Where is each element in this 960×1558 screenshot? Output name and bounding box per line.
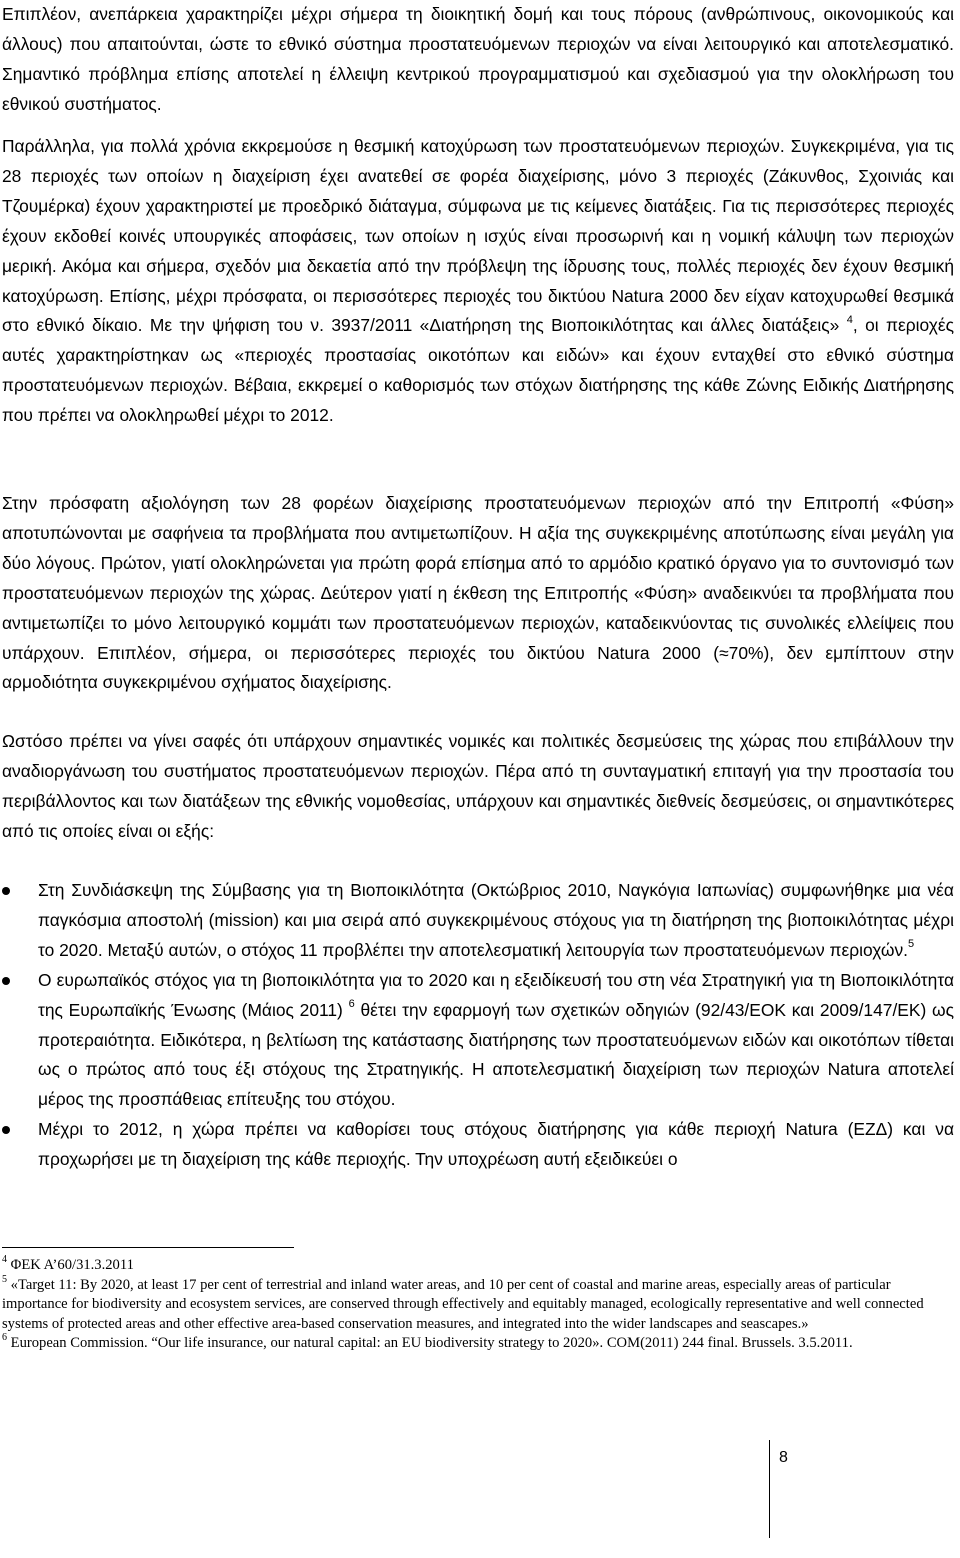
footnote-ref-4[interactable]: 4 <box>846 313 853 326</box>
footnote-text: ΦΕΚ Α’60/31.3.2011 <box>10 1257 134 1273</box>
list-item-text: Στη Συνδιάσκεψη της Σύμβασης για τη Βιοποικιλότητα (Οκτώβριος 2010, Ναγκόγια Ιαπωνίας) συμφωνήθηκε μια νέα παγκόσμια αποστολή (mission) και μια σειρά από συγκεκριμένους στόχους για τη διατήρηση της βιοποικιλότητας μέχρι το 2020. Μεταξύ αυτών, ο στόχος 11 προβλέπει την αποτελεσματική λειτουργία των προστατευόμενων περιοχών. <box>38 880 954 960</box>
footnote-4 <box>2 1256 956 1276</box>
footnote-text: «Target 11: By 2020, at least 17 per cent of terrestrial and inland water areas, and 10 per cent of coastal and marine areas, especially areas of particular importance for biodiversity and ecosystem services, are conserved through effectively and equitably managed, ecologically representative and well connected systems of protected areas and other effective area-based conservation measures, and integrated into the wider landscapes and seascapes.» <box>2 1276 924 1332</box>
list-item-text: Μέχρι το 2012, η χώρα πρέπει να καθορίσει τους στόχους διατήρησης για κάθε περιοχή Natura (ΕΖΔ) και να προχωρήσει με τη διαχείριση της κάθε περιοχής. Την υποχρέωση αυτή εξειδικεύει ο <box>38 1119 954 1170</box>
footnote-separator <box>2 1247 294 1248</box>
list-item <box>2 876 954 966</box>
list-item-text: Ο ευρωπαϊκός στόχος για τη βιοποικιλότητα για το 2020 και η εξειδίκευσή του στη νέα Στρατηγική για τη Βιοποικιλότητα της Ευρωπαϊκής Ένωσης (Μάιος 2011) <box>38 969 954 1020</box>
bullet-icon <box>2 1126 10 1134</box>
footnote-5 <box>2 1273 956 1335</box>
paragraph-resources: Επιπλέον, ανεπάρκεια χαρακτηρίζει μέχρι σήμερα τη διοικητική δομή και τους πόρους (ανθρώπινους, οικονομικούς και άλλους) που απαιτούνται, ώστε το εθνικό σύστημα προστατευόμενων περιοχών να είναι λειτουργικό και αποτελεσματικό. Σημαντικό πρόβλημα επίσης αποτελεί η έλλειψη κεντρικού προγραμματισμού και σχεδιασμού για την ολοκλήρωση του εθνικού συστήματος. <box>2 4 954 114</box>
paragraph-evaluation: Στην πρόσφατη αξιολόγηση των 28 φορέων διαχείρισης προστατευόμενων περιοχών από την Επιτροπή «Φύση» αποτυπώνονται με σαφήνεια τα προβλήματα που αντιμετωπίζουν. Η αξία της συγκεκριμένης αποτύπωσης είναι μεγάλη για δύο λόγους. Πρώτον, γιατί ολοκληρώνεται για πρώτη φορά επίσημα από το αρμόδιο κρατικό όργανο για το συντονισμό των προστατευόμενων περιοχών της χώρας. Δεύτερον γιατί η έκθεση της Επιτροπής «Φύση» αναδεικνύει τα προβλήματα που αντιμετωπίζει το μόνο λειτουργικό κομμάτι των προστατευόμενων περιοχών, καταδεικνύοντας τις συνολικές ελλείψεις που υπάρχουν. Επιπλέον, σήμερα, οι περισσότερες περιοχές του δικτύου Natura 2000 (≈70%), δεν εμπίπτουν στην αρμοδιότητα συγκεκριμένου σχήματος διαχείρισης. <box>2 493 954 693</box>
footnote-text: European Commission. “Our life insurance, our natural capital: an EU biodiversity strategy to 2020». COM(2011) 244 final. Brussels. 3.5.2011. <box>10 1335 853 1351</box>
paragraph-legal-status <box>2 132 954 431</box>
footnotes <box>2 1256 956 1354</box>
footnote-ref-5[interactable]: 5 <box>907 938 915 951</box>
paragraph-legal-status-text-a: Παράλληλα, για πολλά χρόνια εκκρεμούσε η θεσμική κατοχύρωση των προστατευόμενων περιοχών. Συγκεκριμένα, για τις 28 περιοχές των οποίων η διαχείριση έχει ανατεθεί σε φορέα διαχείρισης, μόνο 3 περιοχές (Ζάκυνθος, Σχοινιάς και Τζουμέρκα) έχουν χαρακτηριστεί με προεδρικό διάταγμα, σύμφωνα με τις κείμενες διατάξεις. Για τις περισσότερες περιοχές έχουν εκδοθεί κοινές υπουργικές αποφάσεις, των οποίων η ισχύς είναι προσωρινή και η νομική κάλυψη των περιοχών μερική. Ακόμα και σήμερα, σχεδόν μια δεκαετία από την πρόβλεψη της ίδρυσης τους, πολλές περιοχές δεν έχουν θεσμική κατοχύρωση. Επίσης, μέχρι πρόσφατα, οι περισσότερες περιοχές του δικτύου Natura 2000 δεν είχαν κατοχυρωθεί θεσμικά στο εθνικό δίκαιο. Με την ψήφιση του ν. 3937/2011 «Διατήρηση της Βιοποικιλότητας και άλλες διατάξεις» <box>2 136 954 336</box>
list-item-text-cont: θέτει την εφαρμογή των σχετικών οδηγιών (92/43/ΕΟΚ και 2009/147/ΕΚ) ως προτεραιότητα. Ειδικότερα, η βελτίωση της κατάστασης διατήρησης των προστατευόμενων ειδών και οικοτόπων τίθεται ως ο πρώτος από τους έξι στόχους της Στρατηγικής. Η αποτελεσματική διαχείριση των περιοχών Natura αποτελεί μέρος της προσπάθειας επίτευξης του στόχου. <box>38 999 954 1110</box>
list-item <box>2 1115 954 1175</box>
page-number: 8 <box>779 1449 788 1466</box>
footnote-number: 6 <box>2 1332 7 1344</box>
footnote-number: 5 <box>2 1273 7 1285</box>
bullet-icon <box>2 977 10 985</box>
commitments-list <box>2 876 954 1175</box>
footnote-ref-6[interactable]: 6 <box>348 997 355 1010</box>
paragraph-legal-status-text-b: , οι περιοχές αυτές χαρακτηρίστηκαν ως «περιοχές προστασίας οικοτόπων και ειδών» και έχουν ενταχθεί στο εθνικό σύστημα προστατευόμενων περιοχών. Βέβαια, εκκρεμεί ο καθορισμός των στόχων διατήρησης της κάθε Ζώνης Ειδικής Διατήρησης που πρέπει να ολοκληρωθεί μέχρι το 2012. <box>2 315 954 426</box>
page-number-rule <box>769 1440 770 1538</box>
list-item <box>2 966 954 1116</box>
footnote-6 <box>2 1334 956 1354</box>
footnote-number: 4 <box>2 1254 7 1266</box>
paragraph-commitments: Ωστόσο πρέπει να γίνει σαφές ότι υπάρχουν σημαντικές νομικές και πολιτικές δεσμεύσεις της χώρας που επιβάλλουν την αναδιοργάνωση του συστήματος προστατευόμενων περιοχών. Πέρα από τη συνταγματική επιταγή για την προστασία του περιβάλλοντος και των διατάξεων της εθνικής νομοθεσίας, υπάρχουν και σημαντικές διεθνείς δεσμεύσεις, οι σημαντικότερες από τις οποίες είναι οι εξής: <box>2 731 954 841</box>
bullet-icon <box>2 887 10 895</box>
